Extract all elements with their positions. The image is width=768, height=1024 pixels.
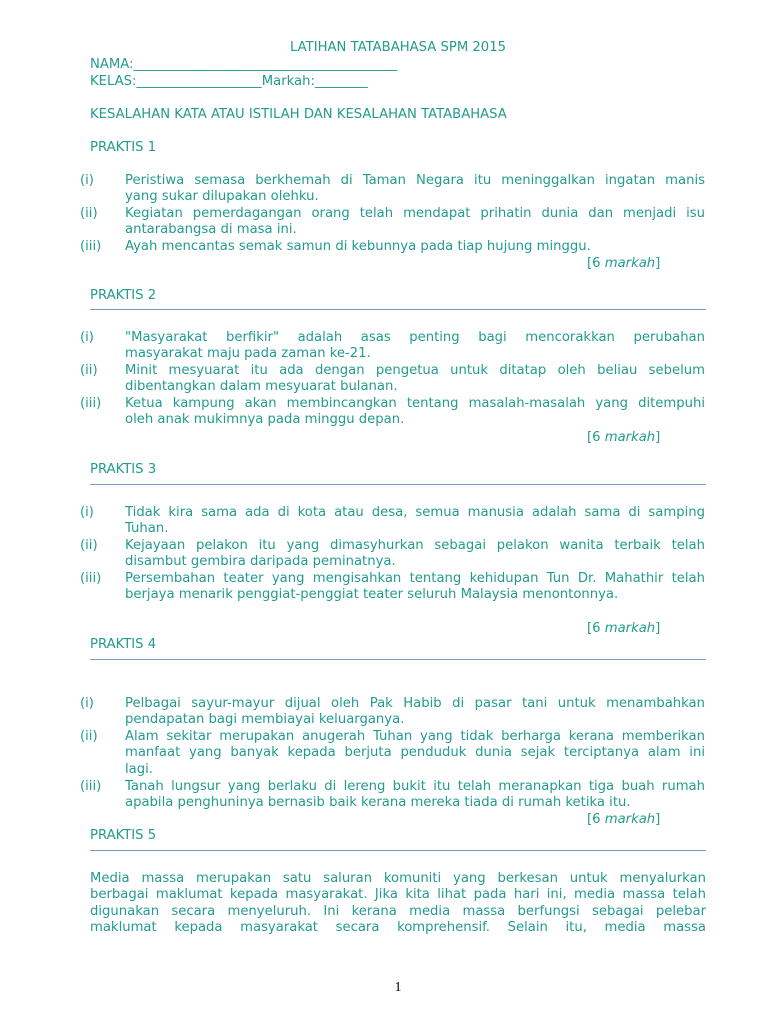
item-line: dibentangkan dalam mesyuarat bulanan.	[125, 379, 398, 395]
item-line: Minit mesyuarat itu ada dengan pengetua untuk ditatap oleh beliau sebelum	[125, 363, 705, 378]
passage-line: maklumat kepada masyarakat secara komprehensif. Selain itu, media massa	[90, 920, 706, 936]
item-line: "Masyarakat berfikir" adalah asas penting bagi mencorakkan perubahan	[125, 330, 705, 345]
passage-line: digunakan secara menyeluruh. Ini kerana media massa berfungsi sebagai pelebar	[90, 903, 706, 919]
item-line: Tidak kira sama ada di kota atau desa, semua manusia adalah sama di samping	[125, 505, 705, 520]
question-item	[125, 538, 705, 571]
question-item	[125, 173, 705, 206]
passage-line: Media massa merupakan satu saluran komuniti yang berkesan untuk menyalurkan	[90, 871, 706, 886]
item-number: (iii)	[80, 571, 102, 586]
question-item	[125, 363, 705, 396]
item-line: apabila penghuninya bernasib baik kerana mereka tiada di rumah ketika itu.	[125, 795, 631, 811]
section-subtitle: KESALAHAN KATA ATAU ISTILAH DAN KESALAHAN TATABAHASA	[90, 107, 507, 122]
item-number: (i)	[80, 505, 94, 520]
question-item	[125, 330, 705, 363]
item-line: manfaat yang banyak kepada berjuta penduduk dunia sejak terciptanya alam ini	[125, 745, 705, 761]
item-line: Persembahan teater yang mengisahkan tentang kehidupan Tun Dr. Mahathir telah	[125, 571, 705, 586]
praktis-1-heading: PRAKTIS 1	[90, 140, 157, 155]
question-item	[125, 239, 705, 255]
item-line: Tuhan.	[125, 521, 169, 537]
praktis-4-heading: PRAKTIS 4	[90, 637, 157, 652]
item-line: Ayah mencantas semak samun di kebunnya pada tiap hujung minggu.	[125, 239, 591, 254]
question-item	[125, 396, 705, 429]
passage-paragraph	[90, 871, 706, 937]
praktis-3-heading: PRAKTIS 3	[90, 462, 157, 477]
marks-label: [6 markah]	[587, 812, 661, 827]
section-divider	[90, 659, 706, 660]
item-number: (iii)	[80, 396, 102, 411]
section-divider	[90, 484, 706, 485]
item-number: (ii)	[80, 538, 98, 553]
item-line: Peristiwa semasa berkhemah di Taman Negara itu meninggalkan ingatan manis	[125, 173, 705, 188]
question-item	[125, 571, 705, 604]
question-item	[125, 206, 705, 239]
class-marks-field: KELAS:___________________Markah:________	[90, 74, 368, 89]
marks-label: [6 markah]	[587, 621, 661, 636]
item-line: Pelbagai sayur-mayur dijual oleh Pak Habib di pasar tani untuk menambahkan	[125, 696, 705, 711]
section-divider	[90, 309, 706, 310]
item-line: antarabangsa di masa ini.	[125, 222, 297, 238]
item-number: (iii)	[80, 239, 102, 254]
question-item	[125, 696, 705, 729]
document-title: LATIHAN TATABAHASA SPM 2015	[290, 40, 506, 55]
item-line: lagi.	[125, 761, 153, 777]
question-item	[125, 729, 705, 778]
item-line: disambut gembira daripada peminatnya.	[125, 554, 396, 570]
praktis-5-heading: PRAKTIS 5	[90, 828, 157, 843]
item-number: (iii)	[80, 779, 102, 794]
item-number: (i)	[80, 696, 94, 711]
item-line: oleh anak mukimnya pada minggu depan.	[125, 412, 405, 428]
name-field: NAMA:________________________________________	[90, 57, 398, 72]
item-line: masyarakat maju pada zaman ke-21.	[125, 346, 371, 362]
item-line: Ketua kampung akan membincangkan tentang masalah-masalah yang ditempuhi	[125, 396, 705, 411]
marks-label: [6 markah]	[587, 430, 661, 445]
item-line: pendapatan bagi membiayai keluarganya.	[125, 712, 405, 728]
item-number: (i)	[80, 330, 94, 345]
passage-line: berbagai maklumat kepada masyarakat. Jika kita lihat pada hari ini, media massa telah	[90, 887, 706, 903]
praktis-2-heading: PRAKTIS 2	[90, 288, 157, 303]
item-line: yang sukar dilupakan olehku.	[125, 189, 319, 205]
item-line: Kegiatan pemerdagangan orang telah mendapat prihatin dunia dan menjadi isu	[125, 206, 705, 221]
item-line: Kejayaan pelakon itu yang dimasyhurkan sebagai pelakon wanita terbaik telah	[125, 538, 705, 553]
question-item	[125, 505, 705, 538]
item-line: Tanah lungsur yang berlaku di lereng bukit itu telah meranapkan tiga buah rumah	[125, 779, 705, 794]
item-number: (ii)	[80, 363, 98, 378]
item-number: (ii)	[80, 206, 98, 221]
marks-label: [6 markah]	[587, 256, 661, 271]
item-line: Alam sekitar merupakan anugerah Tuhan yang tidak berharga kerana memberikan	[125, 729, 705, 744]
item-number: (ii)	[80, 729, 98, 744]
section-divider	[90, 850, 706, 851]
question-item	[125, 779, 705, 812]
item-line: berjaya menarik penggiat-penggiat teater seluruh Malaysia menontonnya.	[125, 587, 619, 603]
page-number: 1	[394, 980, 402, 995]
item-number: (i)	[80, 173, 94, 188]
